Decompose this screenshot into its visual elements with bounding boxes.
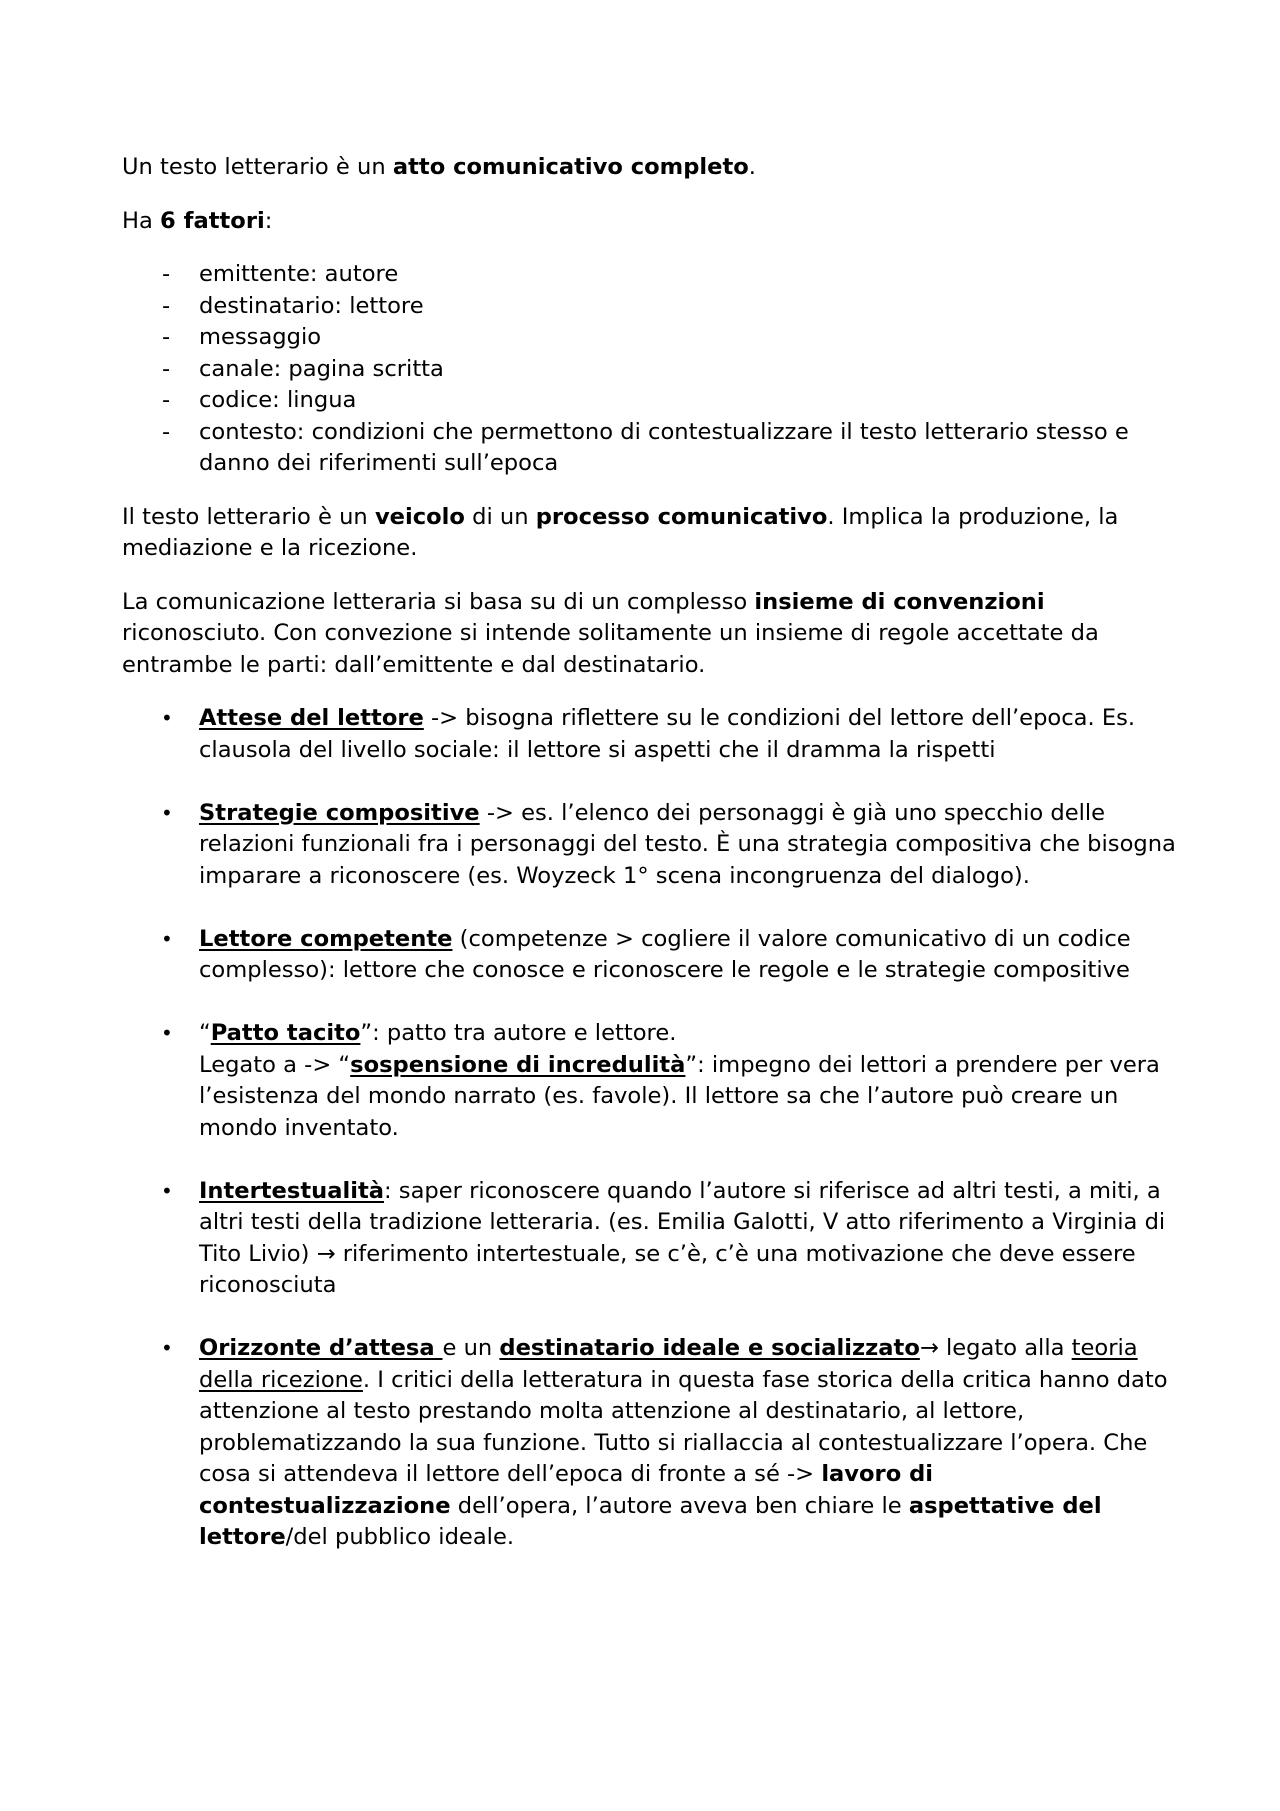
bullet-marker: • [161, 706, 173, 730]
list-item: - messaggio [122, 322, 1182, 354]
list-item: - contesto: condizioni che permettono di contestualizzare il testo letterario stesso e danno dei riferimenti sull’epoca [162, 418, 1129, 476]
dash-marker: - [162, 355, 171, 382]
dash-marker: - [162, 324, 171, 350]
bullet-marker: • [161, 926, 173, 951]
conventions-paragraph: La comunicazione letteraria si basa su di un complesso insieme di convenzioni riconosciuto. Con convezione si intende solitamente un insieme di regole accettate da entrambe le parti: dall’emittente e dal destinatario. [122, 588, 1099, 678]
dash-marker: - [162, 292, 171, 319]
vehicle-paragraph: Il testo letterario è un veicolo di un processo comunicativo. Implica la produzione, la mediazione e la ricezione. [122, 503, 1119, 561]
bullet-lettore: • Lettore competente (competenze > cogliere il valore comunicativo di un codice complesso): lettore che conosce e riconoscere le regole e le strategie compositive [161, 925, 1131, 983]
concepts-list [122, 703, 1182, 1554]
intro-paragraph: Un testo letterario è un atto comunicativo completo. [122, 154, 756, 180]
bullet-intertestualita: • Intertestualità: saper riconoscere quando l’autore si riferisce ad altri testi, a miti, a altri testi della tradizione letteraria. (es. Emilia Galotti, V atto riferimento a Virginia di Tito Livio) → riferimento intertestuale, se c’è, c’è una motivazione che deve essere riconosciuta [161, 1177, 1166, 1298]
bullet-marker: • [161, 1021, 173, 1045]
bullet-marker: • [161, 1178, 173, 1203]
factors-intro: Ha 6 fattori: [122, 207, 273, 234]
intro-bold: atto comunicativo completo [392, 154, 749, 180]
bullet-patto: • “Patto tacito”: patto tra autore e lettore. Legato a -> “sospensione di incredulità”: impegno dei lettori a prendere per vera l’esistenza del mondo narrato (es. favole). Il lettore sa che l’autore può creare un mondo inventato. [161, 1020, 1160, 1141]
bullet-strategie: • Strategie compositive -> es. l’elenco dei personaggi è già uno specchio delle relazioni funzionali fra i personaggi del testo. È una strategia compositiva che bisogna imparare a riconoscere (es. Woyzeck 1° scena incongruenza del dialogo). [161, 799, 1176, 889]
list-item: - canale: pagina scritta [122, 354, 1182, 386]
list-item: - destinatario: lettore [122, 291, 1182, 323]
dash-marker: - [162, 261, 171, 287]
bullet-orizzonte: • Orizzonte d’attesa e un destinatario ideale e socializzato→ legato alla teoria della ricezione. I critici della letteratura in questa fase storica della critica hanno dato attenzione al testo prestando molta attenzione al destinatario, al lettore, problematizzando la sua funzione. Tutto si riallaccia al contestualizzare l’opera. Che cosa si attendeva il lettore dell’epoca di fronte a sé -> lavoro di contestualizzazione dell’opera, l’autore aveva ben chiare le aspettative del lettore/del pubblico ideale. [161, 1335, 1168, 1550]
bullet-marker: • [161, 800, 173, 825]
bullet-marker: • [161, 1336, 173, 1360]
factors-count: 6 fattori [160, 207, 265, 234]
bullet-attese: • Attese del lettore -> bisogna riflettere su le condizioni del lettore dell’epoca. Es. clausola del livello sociale: il lettore si aspetti che il dramma la rispetti [161, 705, 1136, 763]
document-page [122, 152, 1182, 1585]
dash-marker: - [162, 418, 171, 445]
dash-marker: - [162, 387, 171, 413]
factors-list [122, 259, 1182, 480]
list-item: - codice: lingua [122, 385, 1182, 417]
list-item: - emittente: autore [122, 259, 1182, 291]
